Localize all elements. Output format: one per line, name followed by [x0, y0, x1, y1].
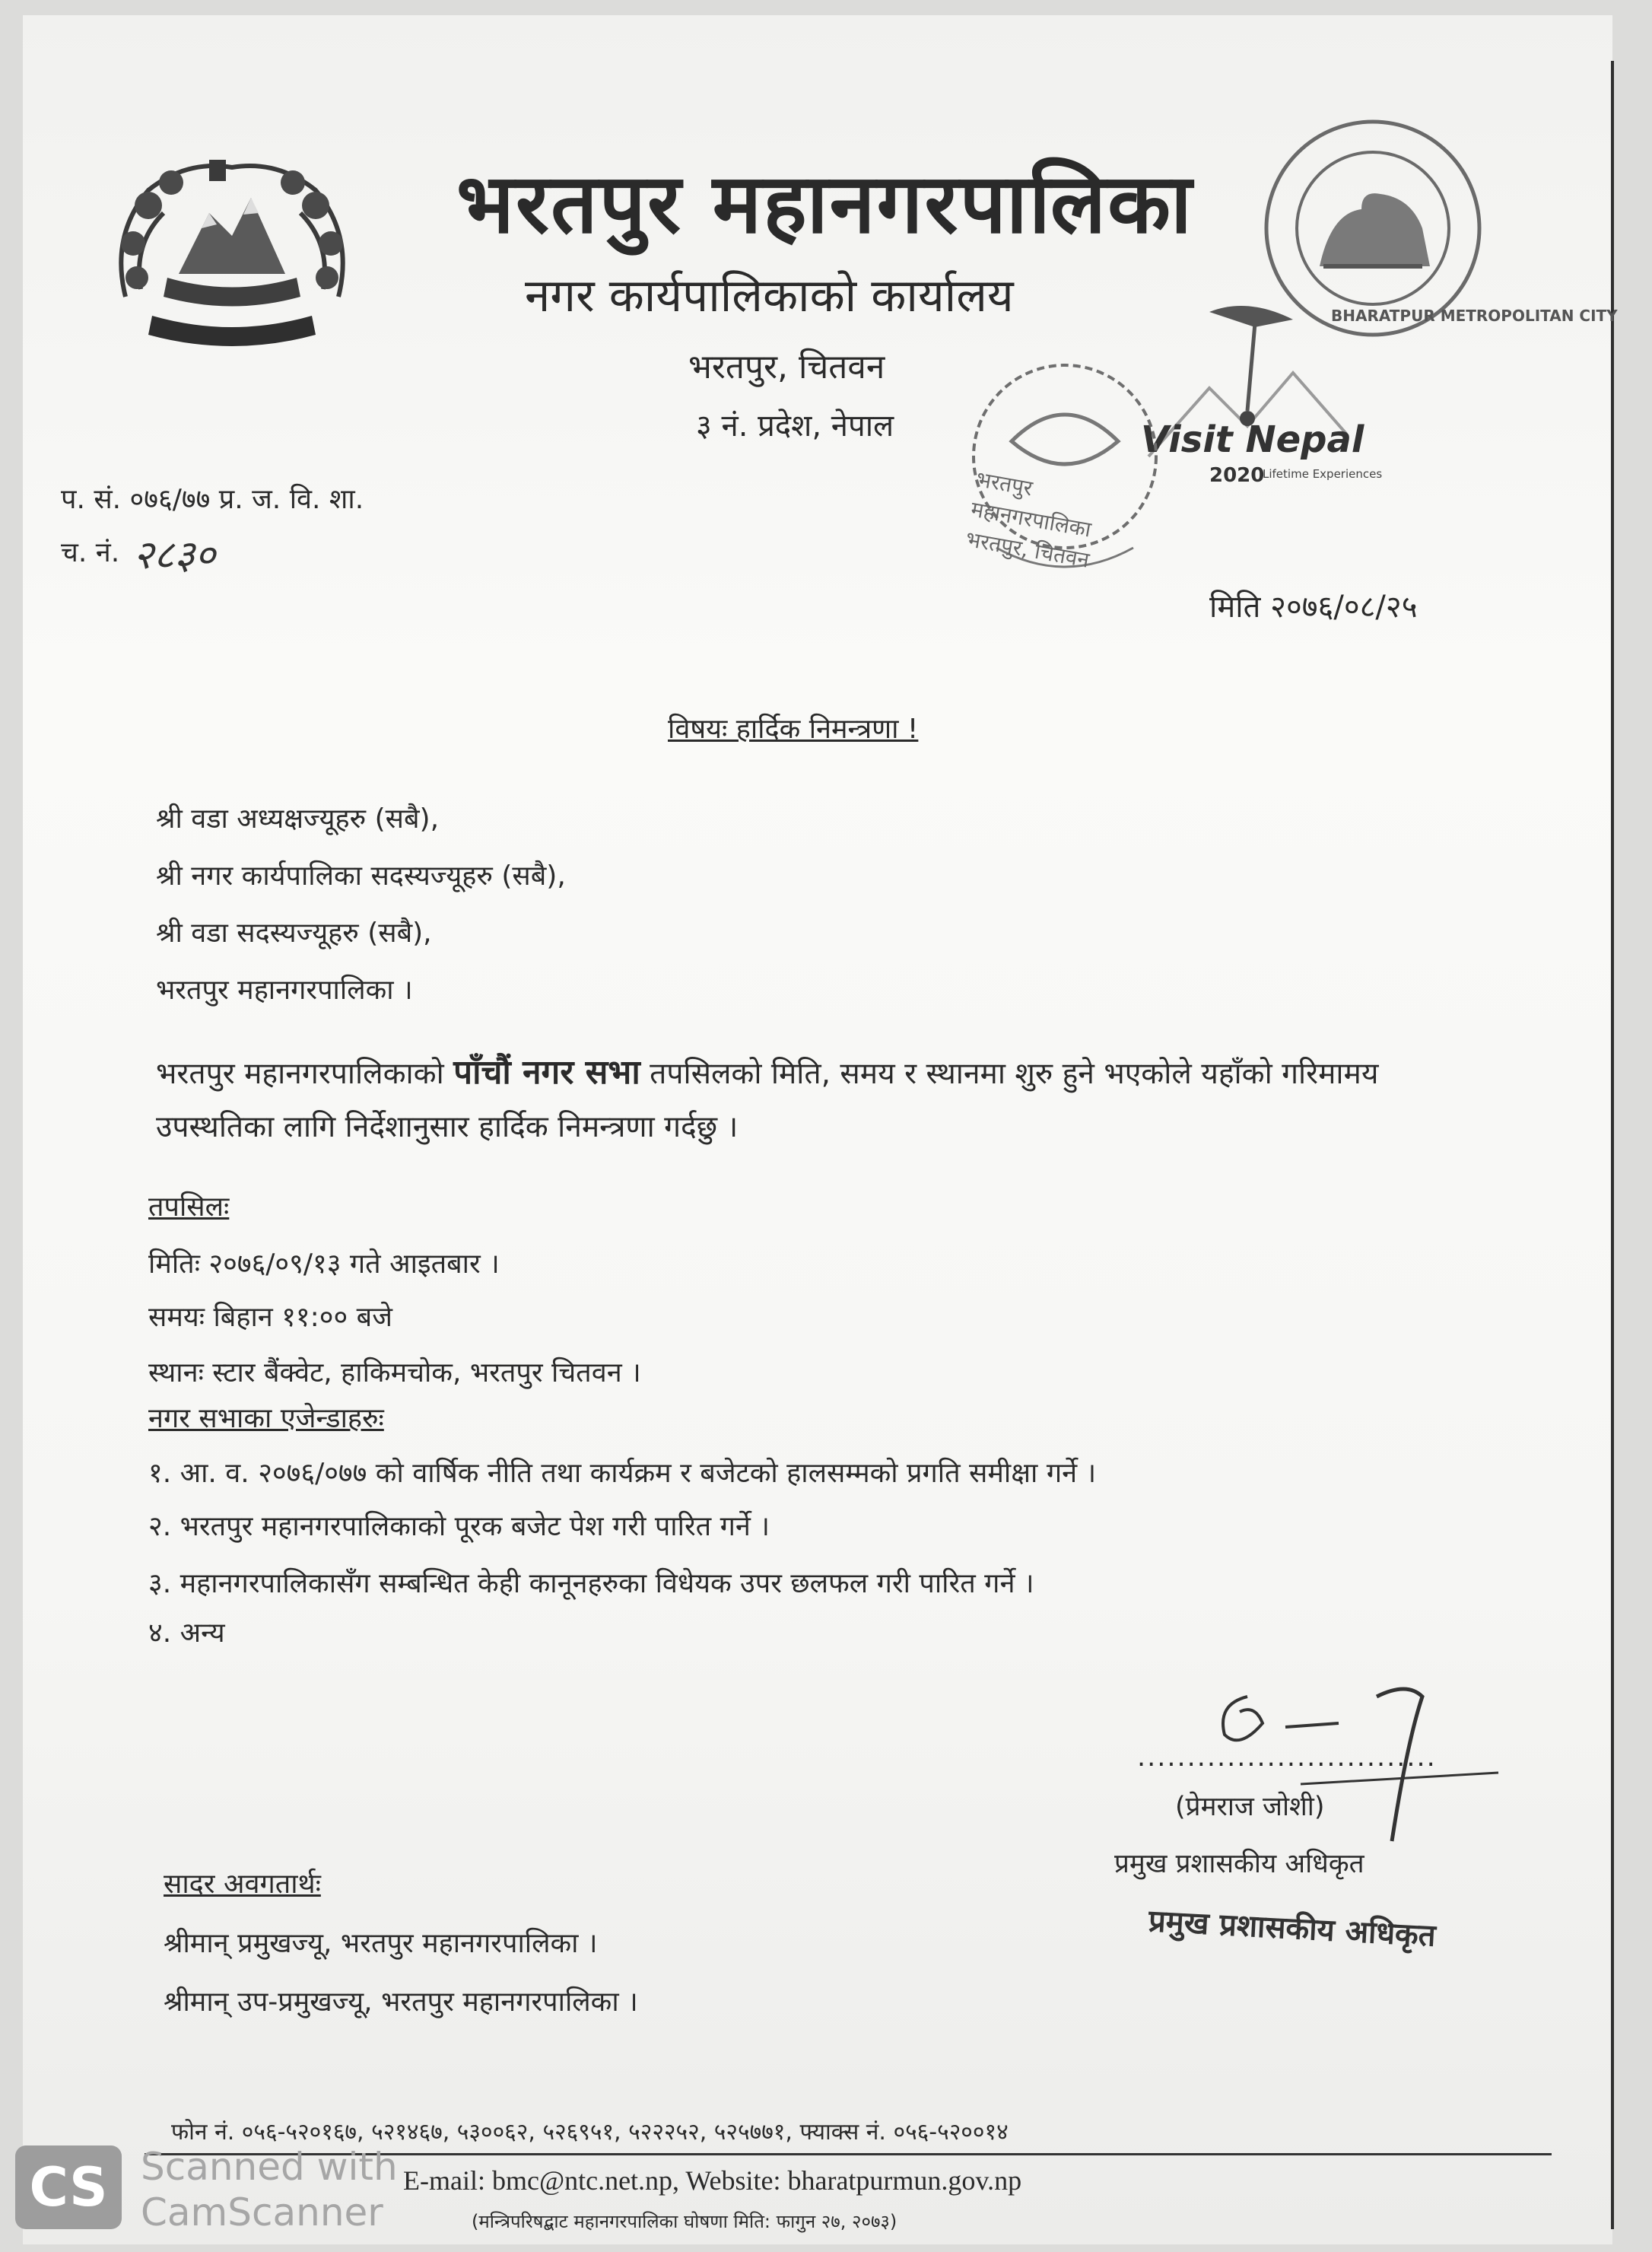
event-time: समयः बिहान ११:०० बजे — [148, 1302, 392, 1333]
agenda-item: २. भरतपुर महानगरपालिकाको पूरक बजेट पेश गरी पारित गर्ने । — [148, 1511, 770, 1542]
cc-item: श्रीमान् उप-प्रमुखज्यू, भरतपुर महानगरपालिका । — [164, 1986, 638, 2018]
paragraph-start: भरतपुर महानगरपालिकाको — [156, 1057, 454, 1091]
office-province: ३ नं. प्रदेश, नेपाल — [696, 409, 894, 444]
letter-subject: विषयः हार्दिक निमन्त्रणा ! — [668, 714, 919, 745]
camscanner-watermark — [141, 2144, 398, 2235]
signature-dots: .............................. — [1137, 1742, 1437, 1773]
signatory-designation: प्रमुख प्रशासकीय अधिकृत — [1114, 1849, 1364, 1879]
event-date: मितिः २०७६/०९/१३ गते आइतबार । — [148, 1248, 500, 1280]
agenda-heading: नगर सभाका एजेन्डाहरुः — [148, 1403, 384, 1434]
office-place: भरतपुर, चितवन — [688, 348, 885, 386]
visit-nepal-year: 2020 — [1209, 464, 1265, 487]
footer-note: (मन्त्रिपरिषद्बाट महानगरपालिका घोषणा मिति: फागुन २७, २०७३) — [472, 2211, 897, 2232]
visit-nepal-text: Visit Nepal — [1141, 418, 1364, 461]
signatory-name: (प्रेमराज जोशी) — [1175, 1792, 1325, 1822]
stamp-text: भरतपुर महानगरपालिका भरतपुर, चितवन — [964, 466, 1094, 573]
paragraph-end: तपसिलको मिति, समय र स्थानमा शुरु हुने भएकोले यहाँको गरिमामय उपस्थतिका लागि निर्देशानुसार हार्दिक निमन्त्रणा गर्दछु । — [156, 1057, 1379, 1144]
recipient-line: श्री वडा अध्यक्षज्यूहरु (सबै), — [156, 803, 440, 835]
agenda-item: १. आ. व. २०७६/०७७ को वार्षिक नीति तथा कार्यक्रम र बजेटको हालसम्मको प्रगति समीक्षा गर्ने । — [148, 1458, 1097, 1489]
chalani-label: च. नं. — [61, 537, 120, 568]
camscanner-logo: CS — [15, 2145, 122, 2229]
seal-text: BHARATPUR METROPOLITAN CITY — [1331, 307, 1618, 325]
cc-heading: सादर अवगतार्थः — [164, 1869, 321, 1900]
recipient-line: भरतपुर महानगरपालिका । — [156, 975, 413, 1006]
invitation-paragraph — [156, 1046, 1502, 1154]
recipient-line: श्री वडा सदस्यज्यूहरु (सबै), — [156, 918, 432, 949]
letter-date: मिति २०७६/०८/२५ — [1209, 590, 1418, 625]
footer-contact: E-mail: bmc@ntc.net.np, Website: bharatpurmun.gov.np — [403, 2165, 1022, 2196]
details-heading: तपसिलः — [148, 1191, 230, 1223]
visit-nepal-logo — [1141, 304, 1399, 510]
paragraph-bold: पाँचौं नगर सभा — [453, 1053, 640, 1092]
chalani-number: २८३० — [133, 533, 216, 578]
municipality-title: भरतपुर महानगरपालिका — [456, 157, 1194, 252]
agenda-item: ४. अन्य — [148, 1617, 225, 1649]
cc-item: श्रीमान् प्रमुखज्यू, भरतपुर महानगरपालिका । — [164, 1928, 598, 1959]
nepal-emblem-icon — [95, 145, 369, 358]
patra-sankhya: प. सं. ०७६/७७ प्र. ज. वि. शा. — [61, 484, 364, 515]
page-edge — [1611, 61, 1614, 2229]
designation-stamp: प्रमुख प्रशासकीय अधिकृत — [1147, 1904, 1437, 1954]
watermark-line: Scanned with — [141, 2145, 398, 2189]
watermark-line: CamScanner — [141, 2190, 383, 2235]
office-name: नगर कार्यपालिकाको कार्यालय — [525, 269, 1014, 323]
event-venue: स्थानः स्टार बैंक्वेट, हाकिमचोक, भरतपुर चितवन । — [148, 1357, 641, 1388]
footer-phone: फोन नं. ०५६-५२०१६७, ५२१४६७, ५३००६२, ५२६९५१, ५२२२५२, ५२५७७१, फ्याक्स नं. ०५६-५२००१४ — [171, 2119, 1009, 2145]
recipient-line: श्री नगर कार्यपालिका सदस्यज्यूहरु (सबै), — [156, 860, 566, 892]
visit-nepal-tagline: Lifetime Experiences — [1263, 467, 1383, 481]
office-round-stamp — [951, 358, 1179, 619]
agenda-item: ३. महानगरपालिकासँग सम्बन्धित केही कानूनहरुका विधेयक उपर छलफल गरी पारित गर्ने । — [148, 1568, 1034, 1599]
